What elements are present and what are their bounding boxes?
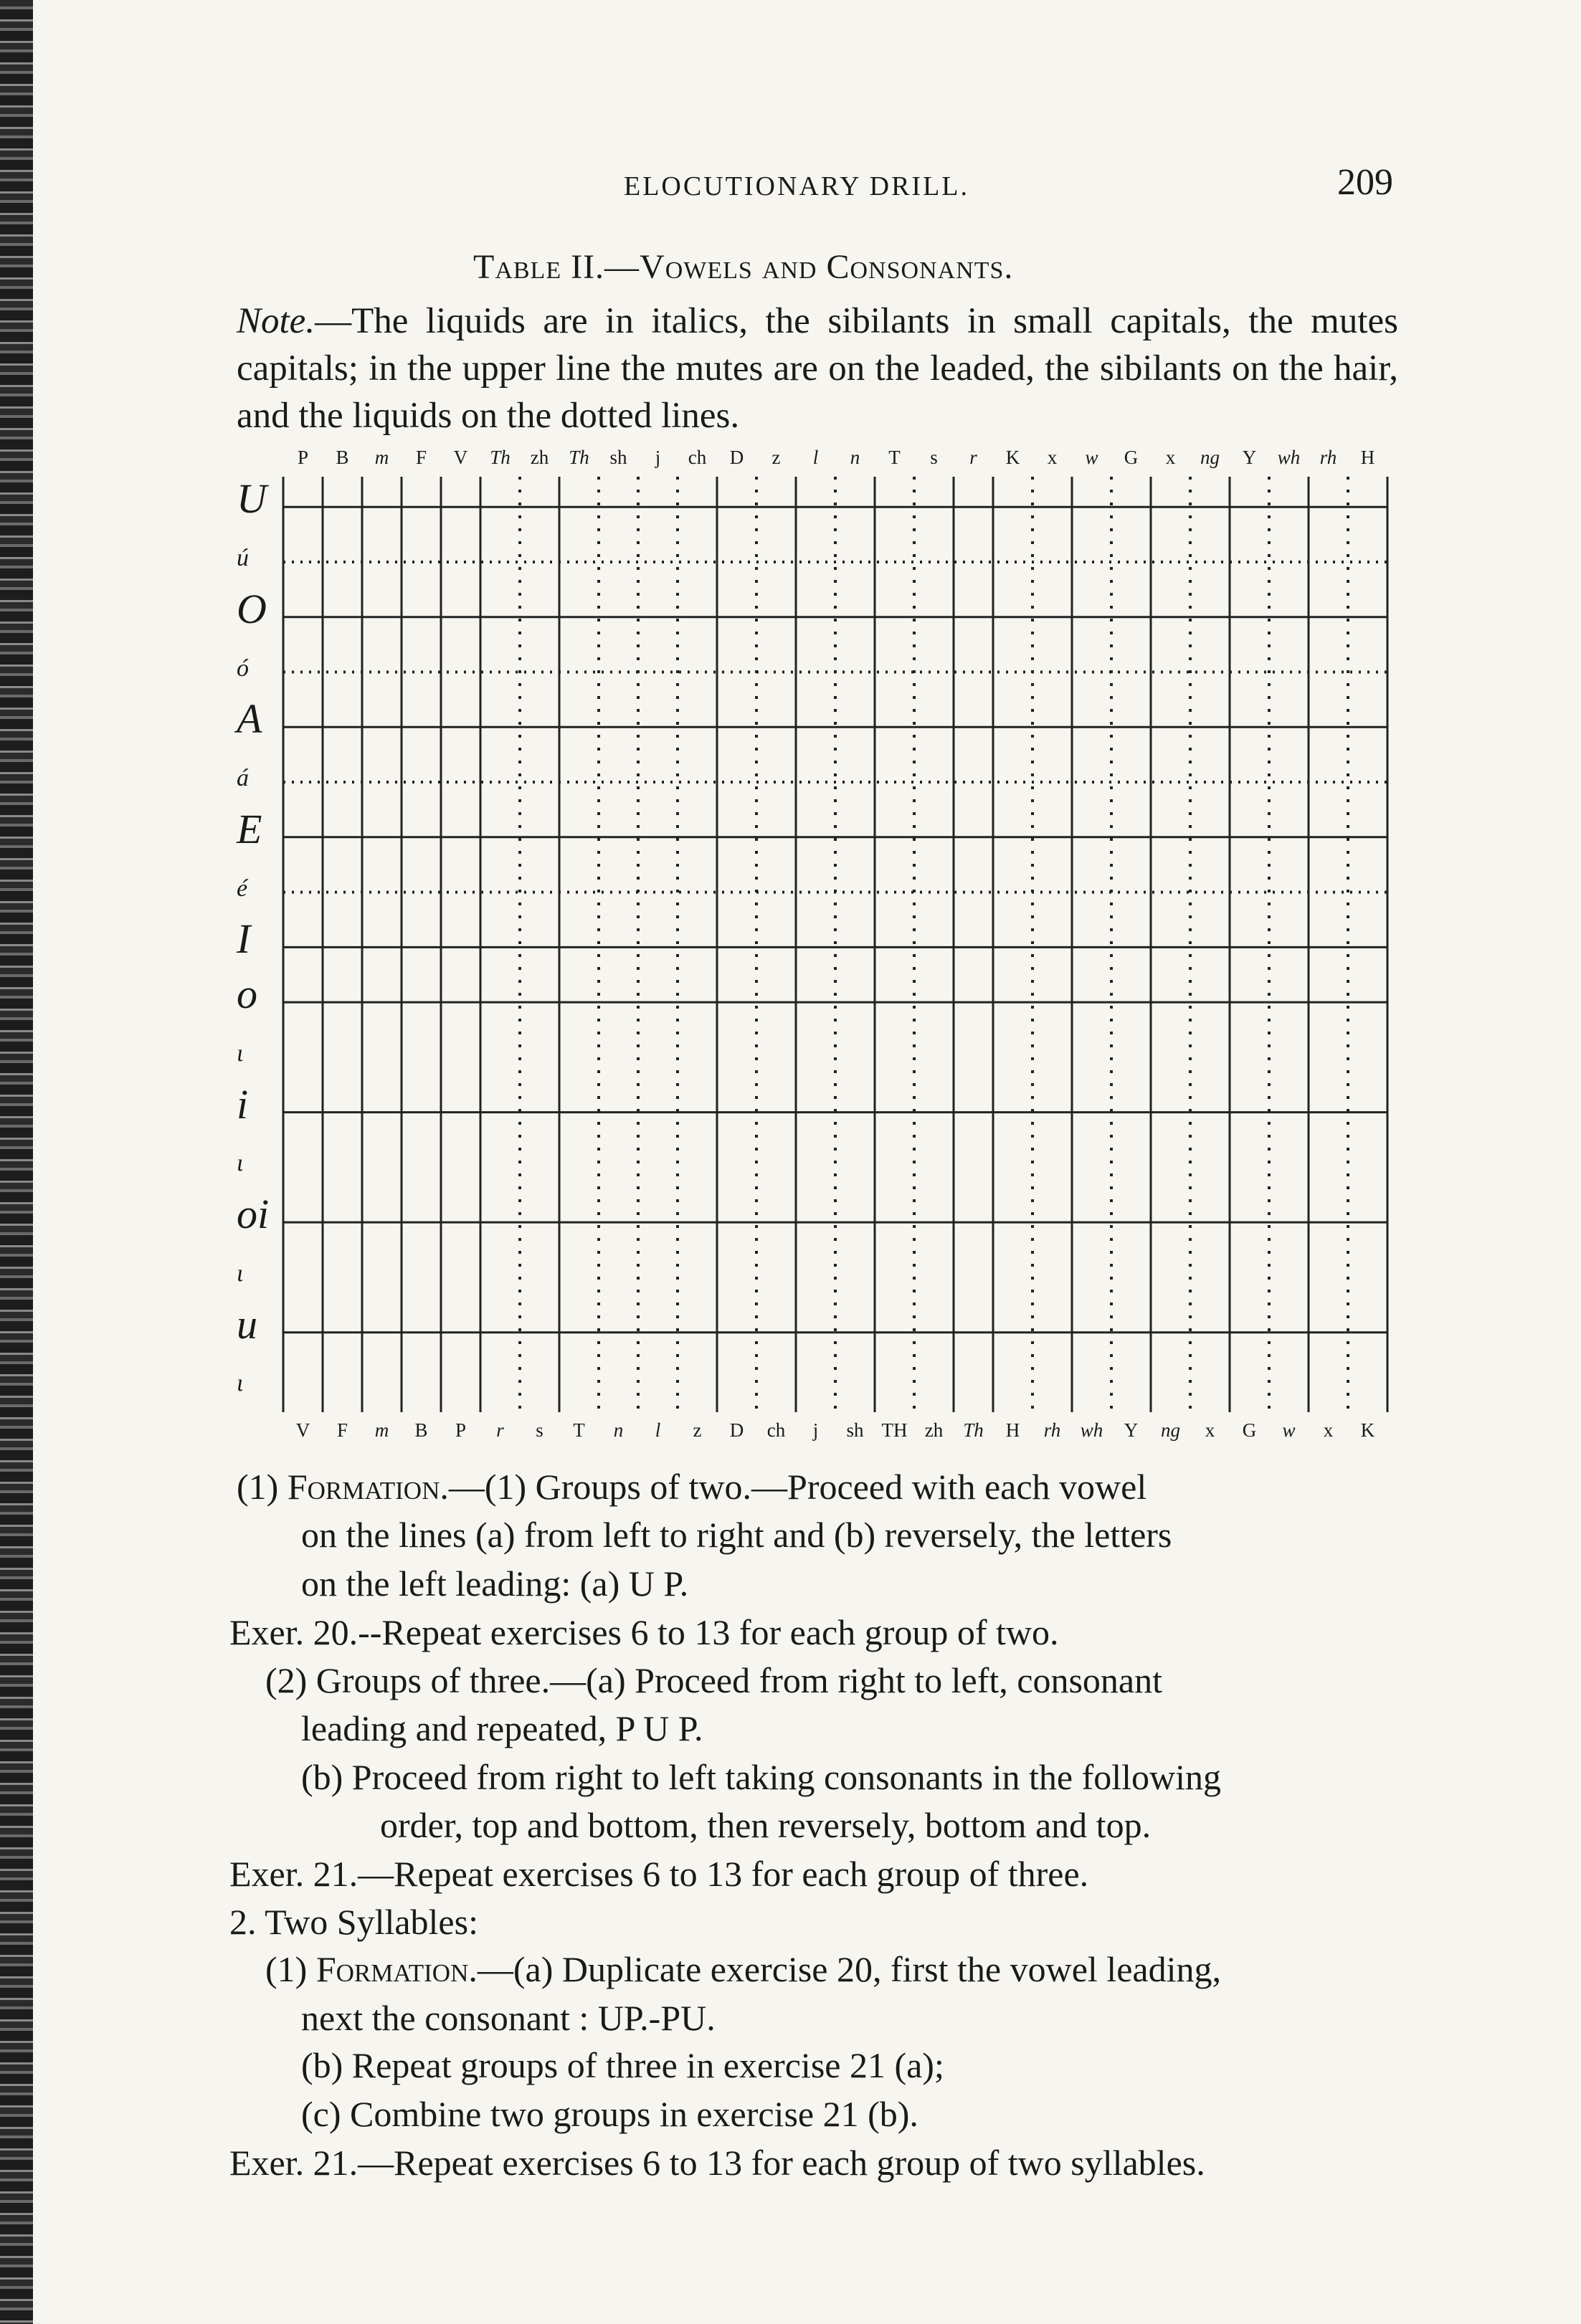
row-label: U [237,475,267,523]
top-column-letter: H [1360,447,1375,468]
line-text: (c) Combine two groups in exercise 21 (b). [301,2094,918,2134]
text-line [229,1901,478,1943]
top-column-letter: wh [1277,447,1301,468]
text-line [301,2044,944,2086]
line-text: Exer. 21.—Repeat exercises 6 to 13 for each group of two syllables. [229,2143,1205,2183]
bottom-column-letter: B [414,1419,428,1441]
text-line [380,1804,1151,1846]
bottom-column-letter: n [613,1419,624,1441]
bottom-column-letter: l [655,1419,661,1441]
text-line [301,1514,1172,1556]
grid-lines [222,441,1398,1455]
line-text: on the left leading: (a) U P. [301,1563,689,1604]
running-head: ELOCUTIONARY DRILL. [624,171,969,201]
line-text: (2) Groups of three.—(a) Proceed from right to left, consonant [265,1660,1163,1700]
row-label: é [237,875,248,902]
row-label: ι [237,1370,244,1397]
line-text: (b) Repeat groups of three in exercise 21 (a); [301,2045,944,2085]
top-column-letter: D [729,447,744,468]
text-line [229,1853,1088,1895]
text-line [229,2142,1205,2183]
bottom-column-letter: wh [1080,1419,1103,1441]
item-number: (1) [237,1467,288,1507]
bottom-column-letter: ng [1161,1419,1180,1441]
bottom-column-letter: rh [1043,1419,1061,1441]
row-label: oi [237,1191,270,1238]
bottom-column-letter: x [1323,1419,1334,1441]
row-label: ú [237,544,249,571]
bottom-column-letter: z [693,1419,702,1441]
text-line [301,1563,688,1604]
bottom-column-letter: T [573,1419,585,1441]
bottom-column-letter: V [295,1419,310,1441]
line-text: —(a) Duplicate exercise 20, first the vowel leading, [477,1949,1221,1989]
row-label: ι [237,1150,244,1177]
top-column-letter: V [453,447,468,468]
top-column-letter: ch [688,447,707,468]
top-column-letter: x [1047,447,1058,468]
line-text: (b) Proceed from right to left taking consonants in the following [301,1757,1222,1797]
line-text: Exer. 21.—Repeat exercises 6 to 13 for each group of three. [229,1854,1089,1894]
bottom-column-letter: H [1005,1419,1020,1441]
row-label: O [237,585,267,632]
top-column-letter: s [930,447,938,468]
top-column-letter: T [888,447,901,468]
row-label: E [237,805,262,852]
bottom-column-letter: Th [963,1419,984,1441]
top-column-letter: rh [1319,447,1337,468]
line-text: leading and repeated, P U P. [301,1708,703,1748]
line-text: —(1) Groups of two.—Proceed with each vowel [448,1467,1147,1507]
top-column-letter: G [1124,447,1139,468]
bottom-column-letter: w [1282,1419,1296,1441]
text-line [301,2093,918,2135]
bottom-column-letter: TH [881,1419,908,1441]
text-line [229,1611,1059,1653]
item-heading: Formation. [315,1949,478,1989]
top-column-letter: j [655,447,661,468]
row-label: I [237,915,251,963]
top-column-letter: r [969,447,977,468]
top-column-letter: Y [1242,447,1257,468]
line-text: Exer. 20.--Repeat exercises 6 to 13 for each group of two. [229,1612,1059,1652]
text-line [301,1997,716,2039]
line-text: order, top and bottom, then reversely, bottom and top. [380,1805,1152,1845]
row-label: A [237,695,262,743]
line-text: on the lines (a) from left to right and (b) reversely, the letters [301,1515,1172,1555]
row-label: i [237,1080,249,1128]
top-column-letter: zh [530,447,549,468]
row-label: o [237,971,257,1018]
top-column-letter: K [1005,447,1020,468]
line-text: next the consonant : UP.-PU. [301,1998,716,2038]
row-label: á [237,765,249,792]
bottom-column-letter: Y [1124,1419,1139,1441]
bottom-column-letter: D [729,1419,744,1441]
top-column-letter: z [771,447,781,468]
bottom-column-letter: F [336,1419,348,1441]
top-column-letter: w [1085,447,1098,468]
text-line [301,1708,703,1749]
table-title: Table II.—Vowels and Consonants. [473,248,1014,286]
bottom-column-letter: ch [766,1419,786,1441]
top-column-letter: Th [569,447,589,468]
top-column-letter: m [374,447,389,468]
item-number: (1) [265,1949,316,1989]
row-label: ι [237,1039,244,1067]
text-line [265,1948,1221,1990]
bottom-column-letter: r [496,1419,504,1441]
note-text: —The liquids are in italics, the sibilants in small capitals, the mutes capitals; in the upper line the mutes are on the leaded, the sibilants on the hair, and the liquids on the dotted lines. [237,301,1398,436]
row-label: u [237,1300,257,1348]
top-column-letter: sh [609,447,627,468]
text-line [265,1659,1162,1701]
bottom-column-letter: s [536,1419,543,1441]
text-line [301,1756,1221,1798]
bottom-column-letter: P [455,1419,467,1441]
vowel-consonant-grid [222,441,1398,1455]
page-number: 209 [1337,162,1393,203]
table-note [237,297,1398,439]
top-column-letter: l [812,447,819,468]
bottom-column-letter: G [1242,1419,1257,1441]
bottom-column-letter: zh [924,1419,944,1441]
top-column-letter: ng [1200,447,1220,468]
top-column-letter: Th [490,447,511,468]
text-line [237,1466,1146,1508]
bottom-column-letter: K [1360,1419,1375,1441]
row-label: ó [237,654,249,682]
bottom-column-letter: x [1205,1419,1215,1441]
top-column-letter: x [1165,447,1176,468]
row-label: ι [237,1259,244,1287]
top-column-letter: P [297,447,309,468]
note-lead: Note. [237,301,315,341]
bottom-column-letter: sh [846,1419,864,1441]
top-column-letter: F [415,447,427,468]
top-column-letter: B [336,447,349,468]
book-spine-edge [0,0,33,2324]
bottom-column-letter: j [812,1419,819,1441]
top-column-letter: n [850,447,860,468]
item-heading: Formation. [287,1467,449,1507]
line-text: 2. Two Syllables: [229,1902,478,1942]
bottom-column-letter: m [374,1419,389,1441]
